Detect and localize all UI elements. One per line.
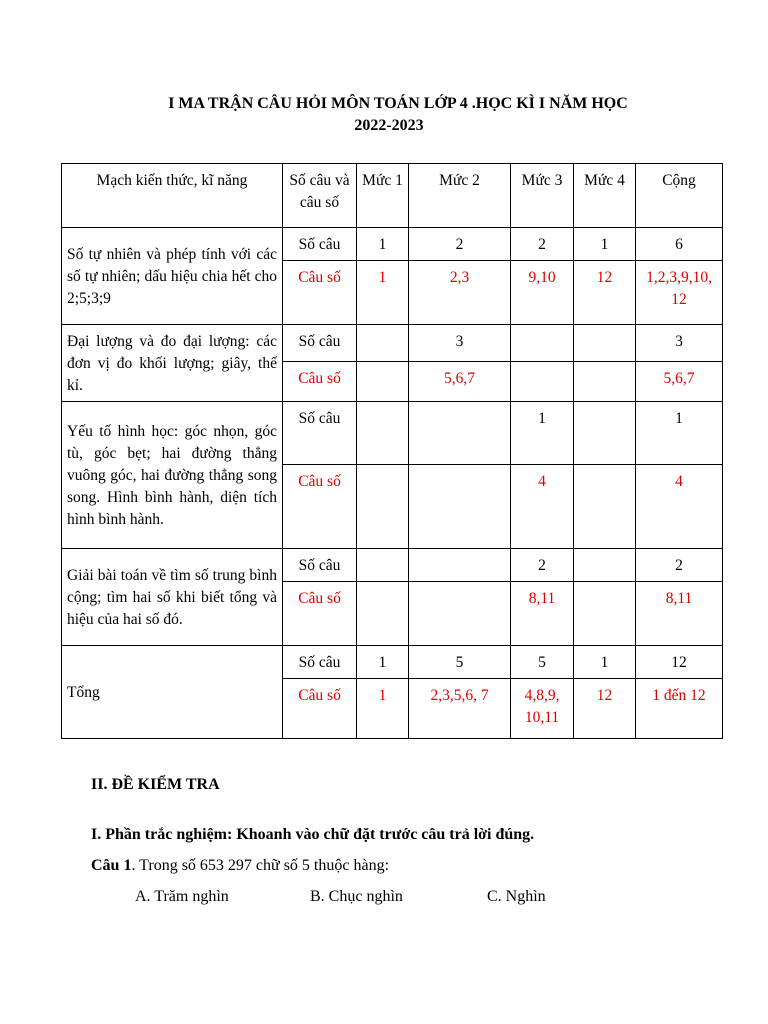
cell: 1 <box>574 228 636 261</box>
cell: 1,2,3,9,10, 12 <box>636 261 723 325</box>
header-total: Cộng <box>636 164 723 228</box>
cell <box>357 325 409 362</box>
so-cau-label: Số câu <box>283 646 357 679</box>
cell: 1 <box>636 402 723 465</box>
cell <box>357 402 409 465</box>
cell: 3 <box>636 325 723 362</box>
total-label: Tổng <box>62 646 283 739</box>
cau-so-label: Câu số <box>283 465 357 549</box>
table-row <box>62 325 723 362</box>
table-row <box>62 402 723 465</box>
cell: 2 <box>511 549 574 582</box>
cell: 4 <box>636 465 723 549</box>
title-line-2: 2022-2023 <box>354 117 424 134</box>
header-level-1: Mức 1 <box>357 164 409 228</box>
cell: 5 <box>409 646 511 679</box>
header-level-3: Mức 3 <box>511 164 574 228</box>
table-row <box>62 228 723 261</box>
cell: 5,6,7 <box>409 362 511 402</box>
table-row <box>62 549 723 582</box>
cell <box>357 582 409 646</box>
cell: 1 <box>511 402 574 465</box>
cau-so-label: Câu số <box>283 362 357 402</box>
cell <box>357 362 409 402</box>
question-matrix-table <box>61 163 723 739</box>
cau-so-label: Câu số <box>283 261 357 325</box>
cell: 1 <box>357 679 409 739</box>
cau-so-label: Câu số <box>283 679 357 739</box>
cell <box>574 549 636 582</box>
cell: 2 <box>636 549 723 582</box>
question-1 <box>91 857 389 875</box>
header-level-2: Mức 2 <box>409 164 511 228</box>
question-1-text: . Trong số 653 297 chữ số 5 thuộc hàng: <box>131 857 390 874</box>
so-cau-label: Số câu <box>283 325 357 362</box>
cell <box>574 362 636 402</box>
topic-cell: Giải bài toán về tìm số trung bình cộng; tìm hai số khi biết tổng và hiệu của hai số đó. <box>62 549 283 646</box>
cell: 4 <box>511 465 574 549</box>
cell: 5 <box>511 646 574 679</box>
cell <box>409 465 511 549</box>
answer-option-a[interactable]: A. Trăm nghìn <box>135 888 229 905</box>
section-heading-test: II. ĐỀ KIỂM TRA <box>91 776 220 793</box>
cell: 4,8,9, 10,11 <box>511 679 574 739</box>
topic-cell: Số tự nhiên và phép tính với các số tự nhiên; dấu hiệu chia hết cho 2;5;3;9 <box>62 228 283 325</box>
header-level-4: Mức 4 <box>574 164 636 228</box>
cell: 1 <box>357 261 409 325</box>
title-line-1: I MA TRẬN CÂU HỎI MÔN TOÁN LỚP 4 .HỌC KÌ I NĂM HỌC <box>168 95 628 112</box>
cell: 8,11 <box>511 582 574 646</box>
cell: 1 <box>357 228 409 261</box>
cell: 12 <box>574 261 636 325</box>
cell: 5,6,7 <box>636 362 723 402</box>
cell <box>357 465 409 549</box>
cell: 6 <box>636 228 723 261</box>
table-header-row <box>62 164 723 228</box>
cell <box>574 465 636 549</box>
part-1-heading: I. Phần trắc nghiệm: Khoanh vào chữ đặt trước câu trả lời đúng. <box>91 826 535 843</box>
header-question-count: Số câu và câu số <box>283 164 357 228</box>
cell: 2 <box>511 228 574 261</box>
cell <box>409 582 511 646</box>
cell: 12 <box>636 646 723 679</box>
cell: 3 <box>409 325 511 362</box>
so-cau-label: Số câu <box>283 228 357 261</box>
cell: 2,3 <box>409 261 511 325</box>
cell: 2,3,5,6, 7 <box>409 679 511 739</box>
cell <box>574 582 636 646</box>
cell: 1 đến 12 <box>636 679 723 739</box>
so-cau-label: Số câu <box>283 402 357 465</box>
topic-cell: Yếu tố hình học: góc nhọn, góc tù, góc bẹt; hai đường thẳng vuông góc, hai đường thẳng song song. Hình bình hành, diện tích hình bình hành. <box>62 402 283 549</box>
answer-option-b[interactable]: B. Chục nghìn <box>310 888 403 905</box>
cau-so-label: Câu số <box>283 582 357 646</box>
topic-cell: Đại lượng và đo đại lượng: các đơn vị đo khối lượng; giây, thế kỉ. <box>62 325 283 402</box>
cell <box>409 549 511 582</box>
so-cau-label: Số câu <box>283 549 357 582</box>
cell <box>574 402 636 465</box>
question-1-label: Câu 1 <box>91 857 132 874</box>
cell: 2 <box>409 228 511 261</box>
header-topic: Mạch kiến thức, kĩ năng <box>62 164 283 228</box>
table-row-total <box>62 646 723 679</box>
cell: 1 <box>357 646 409 679</box>
cell <box>409 402 511 465</box>
cell <box>574 325 636 362</box>
cell: 8,11 <box>636 582 723 646</box>
answer-option-c[interactable]: C. Nghìn <box>487 888 546 905</box>
cell <box>357 549 409 582</box>
document-title <box>0 93 768 137</box>
cell: 9,10 <box>511 261 574 325</box>
cell <box>511 362 574 402</box>
cell: 1 <box>574 646 636 679</box>
cell: 12 <box>574 679 636 739</box>
cell <box>511 325 574 362</box>
